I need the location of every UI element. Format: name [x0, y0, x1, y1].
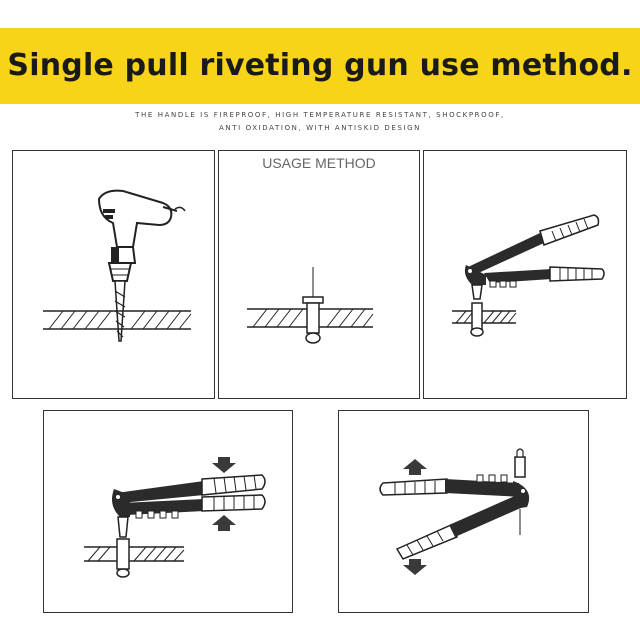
- banner-title: Single pull riveting gun use method.: [7, 48, 633, 83]
- step-panel-5: [338, 410, 589, 613]
- step-panel-2: [218, 150, 420, 399]
- drill-hole-illustration: [13, 151, 213, 397]
- rivet-gun-open-illustration: [424, 151, 625, 397]
- caption-line-2: ANTI OXIDATION, WITH ANTISKID DESIGN: [219, 124, 421, 132]
- insert-rivet-illustration: [219, 151, 418, 397]
- squeeze-handles-illustration: [44, 411, 291, 611]
- step-panel-3: [423, 150, 627, 399]
- caption-line-1: THE HANDLE IS FIREPROOF, HIGH TEMPERATURE RESISTANT, SHOCKPROOF,: [135, 111, 505, 119]
- title-banner: [0, 28, 640, 104]
- usage-method-heading: USAGE METHOD: [262, 155, 376, 171]
- step-panel-4: [43, 410, 293, 613]
- release-handles-illustration: [339, 411, 587, 611]
- step-panel-1: [12, 150, 215, 399]
